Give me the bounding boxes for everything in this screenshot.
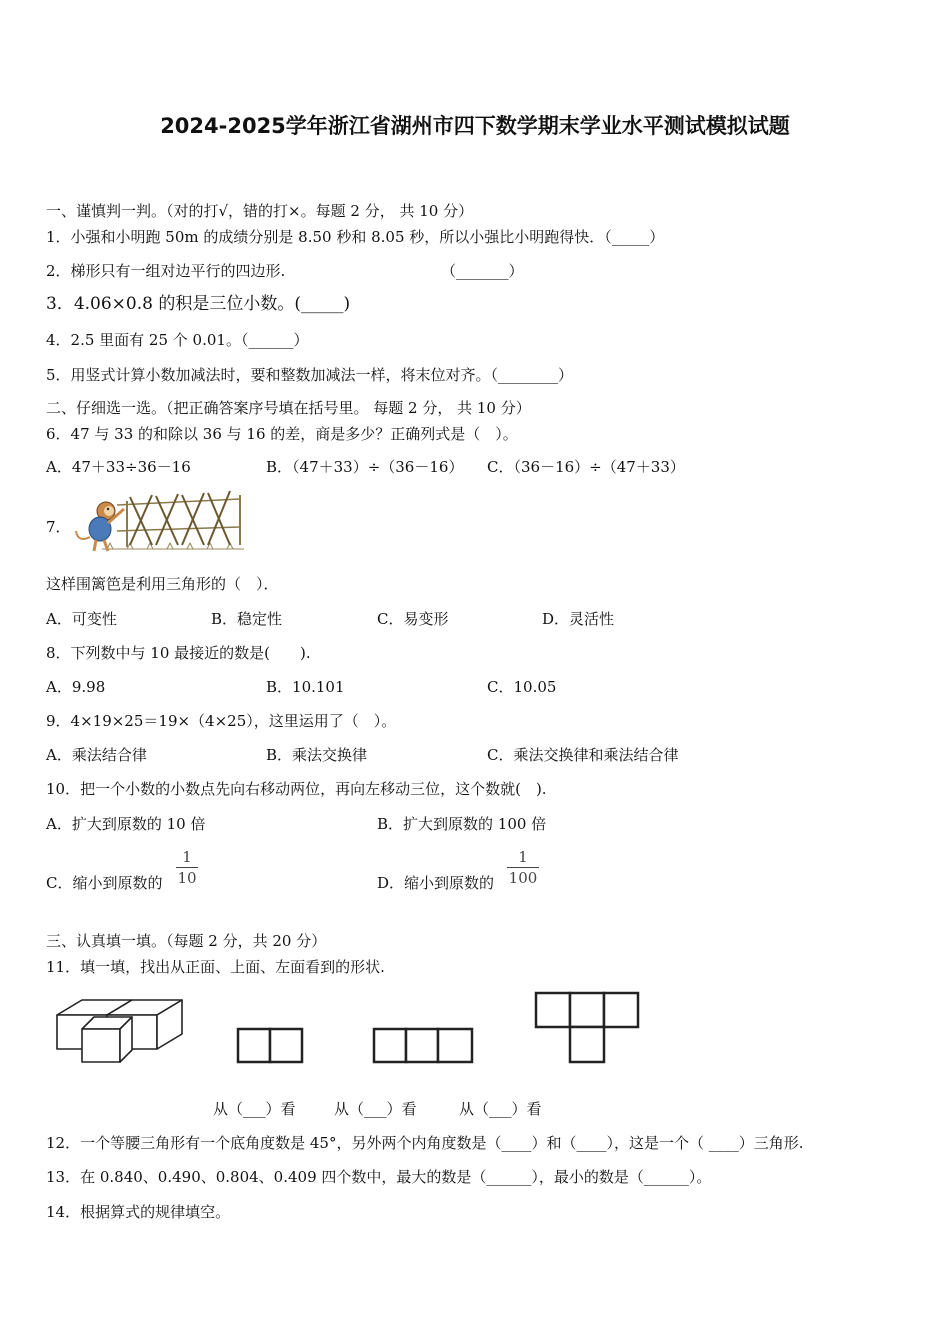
fraction-numerator: 1 <box>518 848 528 866</box>
view-shape-three-squares <box>372 1026 476 1066</box>
fence-monkey-illustration <box>72 487 244 557</box>
question-1: 1．小强和小明跑 50m 的成绩分别是 8.50 秒和 8.05 秒，所以小强比小明跑得快．（_____） <box>46 228 665 246</box>
question-10-option-b: B．扩大到原数的 100 倍 <box>377 815 547 833</box>
fraction-denominator: 10 <box>177 869 197 887</box>
question-7-text: 这样围篱笆是利用三角形的（ ）． <box>46 575 279 593</box>
question-11-view-1-label: 从（___）看 <box>213 1100 296 1118</box>
fraction-bar <box>176 867 198 868</box>
question-9-option-c: C．乘法交换律和乘法结合律 <box>487 746 679 764</box>
question-14: 14．根据算式的规律填空。 <box>46 1203 231 1221</box>
question-10-option-a: A．扩大到原数的 10 倍 <box>46 815 206 833</box>
question-11-view-2-label: 从（___）看 <box>334 1100 417 1118</box>
question-2: 2．梯形只有一组对边平行的四边形. <box>46 262 286 280</box>
page-title: 2024-2025学年浙江省湖州市四下数学期末学业水平测试模拟试题 <box>160 114 790 138</box>
question-3: 3．4.06×0.8 的积是三位小数。(_____) <box>46 294 351 314</box>
view-shape-t-shape <box>533 990 643 1066</box>
question-6-option-c: C．（36－16）÷（47＋33） <box>487 458 685 476</box>
question-10-option-c: C．缩小到原数的 <box>46 874 163 892</box>
question-8: 8．下列数中与 10 最接近的数是( ). <box>46 644 311 662</box>
question-6: 6．47 与 33 的和除以 36 与 16 的差，商是多少？正确列式是（ ）。 <box>46 425 518 443</box>
question-7-option-b: B．稳定性 <box>211 610 283 628</box>
question-11: 11．填一填，找出从正面、上面、左面看到的形状. <box>46 958 385 976</box>
question-11-view-3-label: 从（___）看 <box>459 1100 542 1118</box>
question-9-option-a: A．乘法结合律 <box>46 746 147 764</box>
question-9: 9．4×19×25＝19×（4×25），这里运用了（ ）。 <box>46 712 397 730</box>
cube-stack-figure <box>52 995 192 1067</box>
question-7-option-a: A．可变性 <box>46 610 117 628</box>
question-4: 4．2.5 里面有 25 个 0.01。（______） <box>46 331 309 349</box>
question-7-number: 7． <box>46 518 71 536</box>
question-8-option-c: C．10.05 <box>487 678 557 696</box>
section-2-heading: 二、仔细选一选。（把正确答案序号填在括号里。 每题 2 分， 共 10 分） <box>46 399 531 417</box>
question-7-option-d: D．灵活性 <box>542 610 615 628</box>
question-13: 13．在 0.840、0.490、0.804、0.409 四个数中，最大的数是（______），最小的数是（______）。 <box>46 1168 712 1186</box>
question-8-option-a: A．9.98 <box>46 678 106 696</box>
question-9-option-b: B．乘法交换律 <box>266 746 368 764</box>
question-6-option-a: A．47＋33÷36－16 <box>46 458 191 476</box>
question-12: 12．一个等腰三角形有一个底角度数是 45°，另外两个内角度数是（____）和（____），这是一个（ ____）三角形. <box>46 1134 804 1152</box>
question-2-blank: （_______） <box>441 262 524 280</box>
question-10: 10．把一个小数的小数点先向右移动两位，再向左移动三位，这个数就( ). <box>46 780 547 798</box>
question-10-option-d-fraction <box>507 848 539 887</box>
question-10-option-d: D．缩小到原数的 <box>377 874 495 892</box>
question-7-option-c: C．易变形 <box>377 610 449 628</box>
section-3-heading: 三、认真填一填。（每题 2 分，共 20 分） <box>46 932 327 950</box>
fraction-bar <box>507 867 539 868</box>
fraction-numerator: 1 <box>182 848 192 866</box>
question-10-option-c-fraction <box>176 848 198 887</box>
question-8-option-b: B．10.101 <box>266 678 345 696</box>
view-shape-two-squares <box>236 1026 306 1066</box>
question-6-option-b: B．（47＋33）÷（36－16） <box>266 458 464 476</box>
section-1-heading: 一、谨慎判一判。（对的打√，错的打×。每题 2 分， 共 10 分） <box>46 202 474 220</box>
question-5: 5．用竖式计算小数加减法时，要和整数加减法一样，将末位对齐。（________） <box>46 366 574 384</box>
fraction-denominator: 100 <box>508 869 538 887</box>
